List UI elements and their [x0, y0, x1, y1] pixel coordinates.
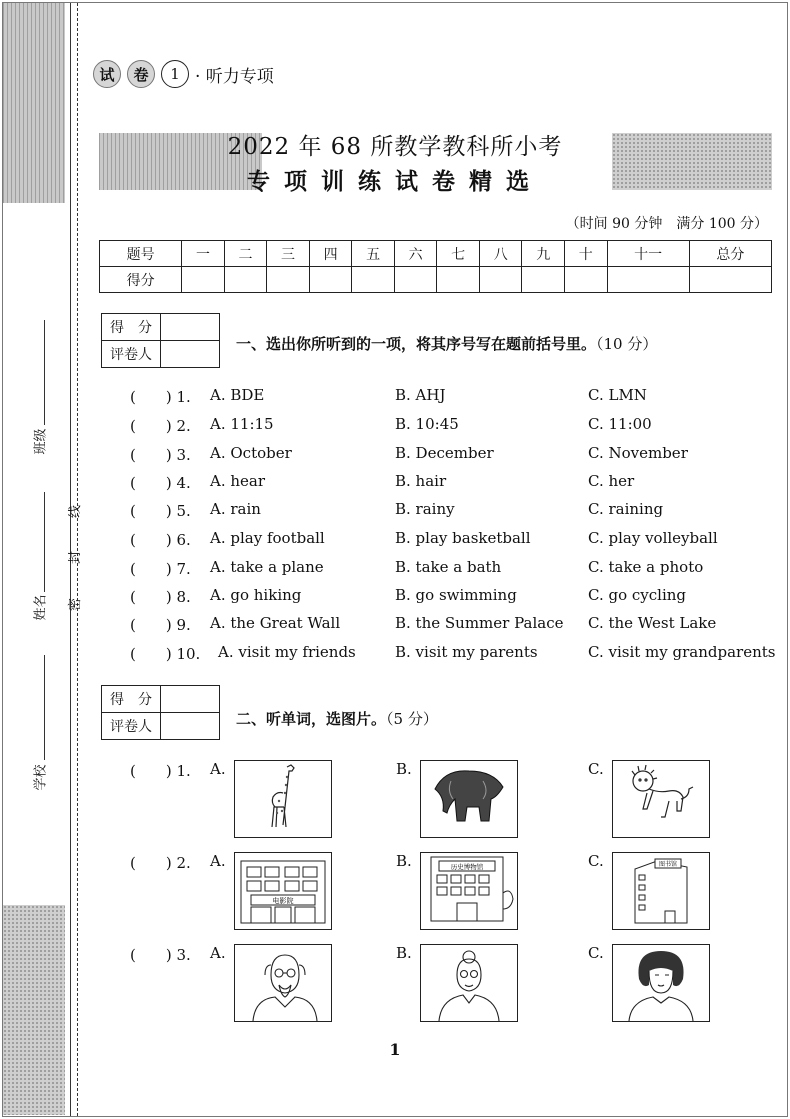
option-b[interactable]: B. December	[395, 444, 494, 462]
question-row	[130, 386, 770, 414]
section1-points: （10 分）	[596, 335, 658, 353]
library-picture[interactable]	[612, 852, 710, 930]
option-c[interactable]: C.	[588, 760, 604, 778]
score-cell[interactable]	[352, 267, 395, 293]
question-number[interactable]: ( ) 8.	[130, 588, 191, 606]
option-c[interactable]: C. raining	[588, 500, 664, 518]
option-a[interactable]: A.	[210, 944, 226, 962]
section1-grader-box	[101, 313, 220, 368]
score-cell[interactable]	[224, 267, 267, 293]
option-b[interactable]: B. visit my parents	[395, 643, 538, 661]
score-table-header-row	[100, 241, 772, 267]
option-b[interactable]: B.	[396, 852, 412, 870]
question-number[interactable]: ( ) 10.	[130, 645, 201, 663]
question-number[interactable]: ( ) 2.	[130, 417, 191, 435]
score-col: 六	[394, 241, 437, 267]
question-row	[130, 558, 770, 586]
grader-name-field[interactable]	[161, 341, 220, 368]
lion-picture[interactable]	[612, 760, 710, 838]
question-row	[130, 643, 776, 671]
grader-name-label: 评卷人	[102, 341, 161, 368]
old-man-icon	[235, 945, 331, 1021]
option-a[interactable]: A. BDE	[210, 386, 265, 404]
question-number[interactable]: ( ) 1.	[130, 388, 191, 406]
score-col: 十一	[607, 241, 689, 267]
exam-title-line1: 2022 年 68 所教学教科所小考	[227, 134, 563, 160]
question-number[interactable]: ( ) 4.	[130, 474, 191, 492]
option-a[interactable]: A. go hiking	[210, 586, 302, 604]
question-number[interactable]: ( ) 6.	[130, 531, 191, 549]
option-c[interactable]: C. November	[588, 444, 688, 462]
giraffe-picture[interactable]	[234, 760, 332, 838]
score-row-label: 得分	[100, 267, 182, 293]
library-sign: 图书馆	[658, 861, 678, 868]
question-number[interactable]: ( ) 7.	[130, 560, 191, 578]
score-col: 二	[224, 241, 267, 267]
library-icon	[613, 853, 709, 929]
young-woman-icon	[613, 945, 709, 1021]
option-a[interactable]: A. rain	[210, 500, 261, 518]
option-b[interactable]: B.	[396, 760, 412, 778]
score-cell[interactable]	[309, 267, 352, 293]
question-row	[130, 444, 770, 472]
lion-icon	[613, 761, 709, 837]
old-man-picture[interactable]	[234, 944, 332, 1022]
class-field[interactable]	[44, 320, 45, 425]
score-col: 三	[267, 241, 310, 267]
option-b[interactable]: B. AHJ	[395, 386, 446, 404]
option-c[interactable]: C. play volleyball	[588, 529, 718, 547]
cinema-sign: 电影院	[272, 897, 294, 905]
option-c[interactable]: C. take a photo	[588, 558, 704, 576]
score-cell[interactable]	[607, 267, 689, 293]
title-right-pattern	[612, 133, 772, 190]
seal-char-2: 封	[68, 550, 84, 565]
option-c[interactable]: C.	[588, 852, 604, 870]
elephant-picture[interactable]	[420, 760, 518, 838]
score-col: 一	[182, 241, 225, 267]
option-b[interactable]: B. play basketball	[395, 529, 531, 547]
section2-points: （5 分）	[386, 710, 438, 728]
option-a[interactable]: A. the Great Wall	[210, 614, 341, 632]
option-c[interactable]: C. 11:00	[588, 415, 652, 433]
exam-title-line2: 专项训练试卷精选	[247, 168, 543, 195]
section1-title	[236, 333, 657, 354]
option-a[interactable]: A.	[210, 852, 226, 870]
question-row	[130, 529, 770, 557]
cinema-icon	[235, 853, 331, 929]
school-field[interactable]	[44, 655, 45, 760]
question-number[interactable]: ( ) 3.	[130, 446, 191, 464]
option-c[interactable]: C.	[588, 944, 604, 962]
option-b[interactable]: B. the Summer Palace	[395, 614, 564, 632]
score-cell[interactable]	[394, 267, 437, 293]
score-col: 十	[565, 241, 608, 267]
question-row	[130, 472, 770, 500]
class-label: 班级	[33, 428, 49, 455]
score-cell[interactable]	[437, 267, 480, 293]
score-col: 四	[309, 241, 352, 267]
cinema-picture[interactable]	[234, 852, 332, 930]
score-col: 九	[522, 241, 565, 267]
score-col: 七	[437, 241, 480, 267]
grader-score-label: 得 分	[102, 314, 161, 341]
question-number[interactable]: ( ) 3.	[130, 946, 191, 964]
grader-score-field[interactable]	[161, 686, 220, 713]
page-number: 1	[389, 1040, 401, 1059]
score-cell[interactable]	[689, 267, 771, 293]
question-number[interactable]: ( ) 5.	[130, 502, 191, 520]
score-cell[interactable]	[479, 267, 522, 293]
option-a[interactable]: A. October	[210, 444, 292, 462]
old-woman-icon	[421, 945, 517, 1021]
option-a[interactable]: A. 11:15	[210, 415, 274, 433]
score-cell[interactable]	[522, 267, 565, 293]
score-col: 八	[479, 241, 522, 267]
option-a[interactable]: A. visit my friends	[218, 643, 356, 661]
option-b[interactable]: B. hair	[395, 472, 447, 490]
question-row	[130, 614, 770, 642]
option-b[interactable]: B. take a bath	[395, 558, 502, 576]
binding-bottom-pattern	[3, 905, 65, 1115]
section2-title	[236, 708, 438, 729]
option-b[interactable]: B. 10:45	[395, 415, 459, 433]
option-b[interactable]: B. go swimming	[395, 586, 517, 604]
museum-icon	[421, 853, 517, 929]
option-b[interactable]: B.	[396, 944, 412, 962]
old-woman-picture[interactable]	[420, 944, 518, 1022]
header-circle-1: 试	[93, 60, 121, 88]
question-row	[130, 586, 770, 614]
question-number[interactable]: ( ) 2.	[130, 854, 191, 872]
museum-picture[interactable]	[420, 852, 518, 930]
name-label: 姓名	[33, 594, 49, 621]
question-row	[130, 500, 770, 528]
question-number[interactable]: ( ) 9.	[130, 616, 191, 634]
option-a[interactable]: A. hear	[210, 472, 266, 490]
seal-char-1: 密	[68, 597, 84, 612]
young-woman-picture[interactable]	[612, 944, 710, 1022]
section2-grader-box	[101, 685, 220, 740]
option-a[interactable]: A. play football	[210, 529, 325, 547]
option-b[interactable]: B. rainy	[395, 500, 455, 518]
question-number[interactable]: ( ) 1.	[130, 762, 191, 780]
score-col: 总分	[689, 241, 771, 267]
score-cell[interactable]	[267, 267, 310, 293]
header-circle-2: 卷	[127, 60, 155, 88]
score-table-score-row	[100, 267, 772, 293]
option-a[interactable]: A.	[210, 760, 226, 778]
header-paper-number: 1	[161, 60, 189, 88]
grader-score-field[interactable]	[161, 314, 220, 341]
binding-top-pattern	[3, 3, 65, 203]
option-c[interactable]: C. LMN	[588, 386, 647, 404]
header-subject: · 听力专项	[195, 66, 274, 87]
seal-char-3: 线	[68, 504, 84, 519]
grader-name-field[interactable]	[161, 713, 220, 740]
elephant-icon	[421, 761, 517, 837]
name-field[interactable]	[44, 492, 45, 592]
score-cell[interactable]	[565, 267, 608, 293]
option-c[interactable]: C. the West Lake	[588, 614, 717, 632]
score-col: 五	[352, 241, 395, 267]
score-table	[99, 240, 772, 293]
score-row-label: 题号	[100, 241, 182, 267]
header-tag	[93, 58, 274, 90]
grader-score-label: 得 分	[102, 686, 161, 713]
score-cell[interactable]	[182, 267, 225, 293]
option-a[interactable]: A. take a plane	[210, 558, 324, 576]
question-row	[130, 415, 770, 443]
grader-name-label: 评卷人	[102, 713, 161, 740]
option-c[interactable]: C. go cycling	[588, 586, 687, 604]
time-info: （时间 90 分钟 满分 100 分）	[565, 216, 768, 232]
section2-title-text: 二、听单词，选图片。	[236, 710, 387, 728]
school-label: 学校	[33, 764, 49, 791]
section1-title-text: 一、选出你所听到的一项，将其序号写在题前括号里。	[236, 335, 597, 353]
option-c[interactable]: C. her	[588, 472, 635, 490]
option-c[interactable]: C. visit my grandparents	[588, 643, 776, 661]
museum-sign: 历史博物馆	[450, 863, 484, 871]
giraffe-icon	[235, 761, 331, 837]
